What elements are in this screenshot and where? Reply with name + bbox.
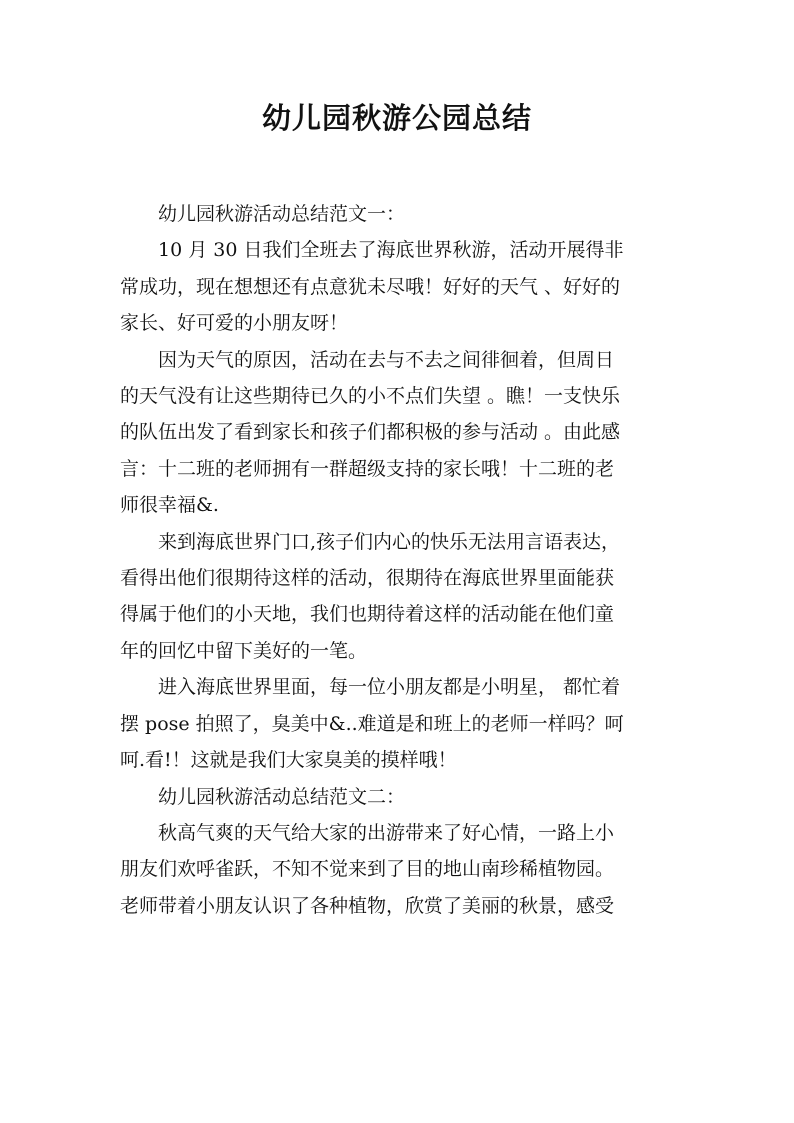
paragraph-1 (120, 232, 680, 341)
paragraph-4 (120, 669, 680, 778)
paragraph-3 (120, 524, 680, 670)
paragraph-2 (120, 342, 680, 524)
text-line: 呵.看!！这就是我们大家臭美的摸样哦！ (120, 749, 457, 772)
text-line: 得属于他们的小天地，我们也期待着这样的活动能在他们童 (120, 603, 615, 626)
text-line: 幼儿园秋游活动总结范文二： (158, 785, 406, 808)
text-line: 10 月 30 日我们全班去了海底世界秋游，活动开展得非 (158, 239, 624, 262)
paragraph-5 (120, 815, 680, 924)
document-body (120, 196, 680, 924)
text-line: 摆 pose 拍照了，臭美中&..难道是和班上的老师一样吗？呵 (120, 712, 624, 735)
text-line: 家长、好可爱的小朋友呀！ (120, 312, 349, 335)
paragraph-heading-1 (120, 196, 680, 232)
text-line: 秋高气爽的天气给大家的出游带来了好心情，一路上小 (158, 821, 615, 844)
paragraph-heading-2 (120, 779, 680, 815)
text-line: 师很幸福&. (120, 494, 219, 517)
text-line: 因为天气的原因，活动在去与不去之间徘徊着，但周日 (158, 348, 615, 371)
page-title: 幼儿园秋游公园总结 (261, 101, 532, 135)
text-line: 看得出他们很期待这样的活动，很期待在海底世界里面能获 (120, 567, 615, 590)
text-line: 进入海底世界里面，每一位小朋友都是小明星， 都忙着 (158, 676, 621, 699)
text-line: 的队伍出发了看到家长和孩子们都积极的参与活动 。由此感 (120, 421, 621, 444)
text-line: 幼儿园秋游活动总结范文一： (158, 203, 406, 225)
text-line: 朋友们欢呼雀跃，不知不觉来到了目的地山南珍稀植物园。 (120, 858, 615, 881)
text-line: 常成功，现在想想还有点意犹未尽哦！好好的天气 、好好的 (120, 275, 621, 298)
text-line: 的天气没有让这些期待已久的小不点们失望 。瞧！一支快乐 (120, 385, 621, 408)
text-line: 来到海底世界门口,孩子们内心的快乐无法用言语表达， (158, 530, 621, 553)
text-line: 老师带着小朋友认识了各种植物，欣赏了美丽的秋景，感受 (120, 894, 615, 917)
text-line: 言：十二班的老师拥有一群超级支持的家长哦！十二班的老 (120, 457, 615, 480)
text-line: 年的回忆中留下美好的一笔。 (120, 639, 368, 662)
